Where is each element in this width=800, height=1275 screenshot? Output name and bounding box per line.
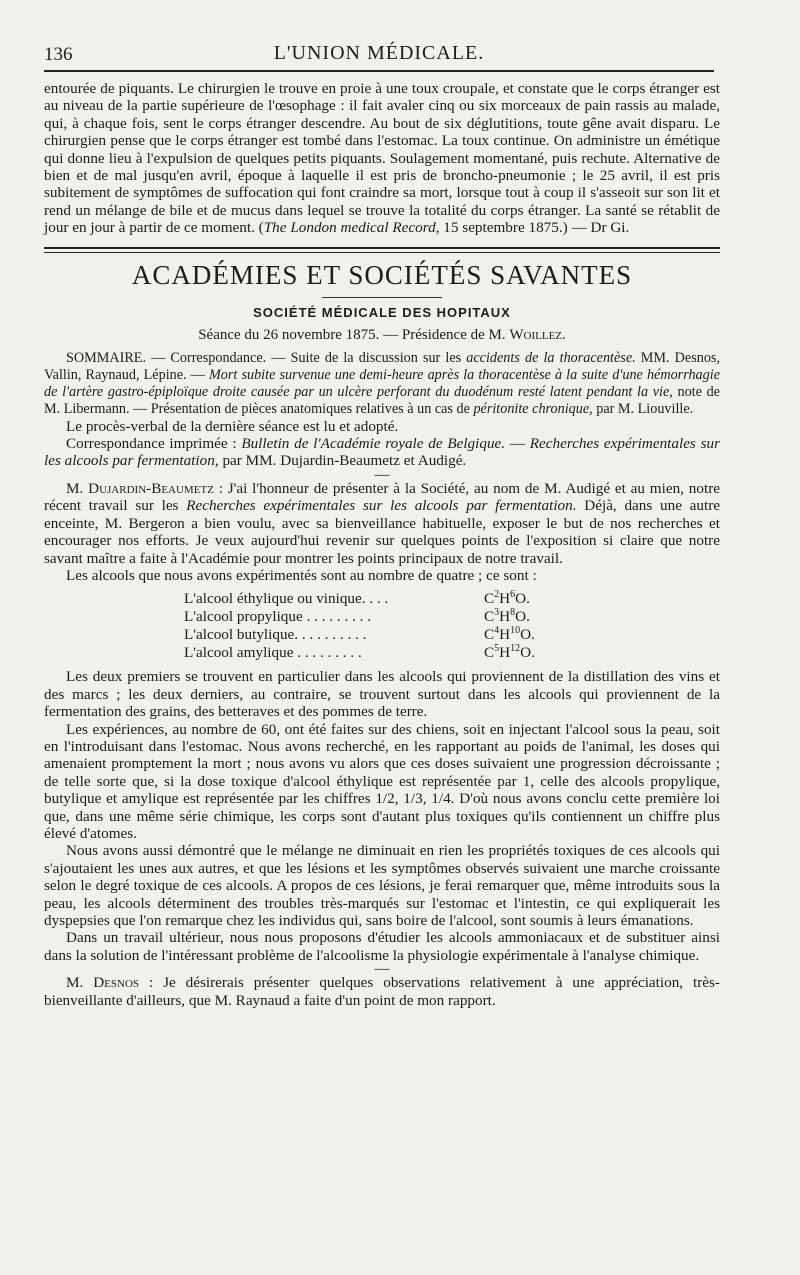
paragraph-deux-premiers: Les deux premiers se trouvent en particulier dans les alcools qui proviennent de la distillation des vins et des marcs ; les deux derniers, au contraire, se trouvent surtout dans les alcools qui proviennent de la fermentation des grains, des betteraves et des pommes de terre. [44, 668, 720, 721]
speech1-italic: Recherches expérimentales sur les alcools par fermentation. [186, 497, 577, 515]
summary [44, 350, 720, 417]
speech2-text: : Je désirerais présenter quelques observations relativement à une appréciation, très-bienveillante d'ailleurs, que M. Raynaud a faite d'un point de mon rapport. [44, 974, 720, 1009]
alcohol-row [184, 608, 720, 626]
correspondance-italic-1: Bulletin de l'Académie royale de Belgique. [241, 435, 506, 453]
paragraph-ulterieur: Dans un travail ultérieur, nous nous proposons d'étudier les alcools ammoniacaux et de substituer ainsi dans la solution de l'intéressant problème de l'alcoolisme la physiologie expérimentale à l'analyse chimique. [44, 929, 720, 964]
intro-source-prefix: ( [254, 219, 264, 237]
speech-desnos [44, 974, 720, 1009]
alcohol-formula: $C^3H^8O$. [484, 607, 530, 626]
alcohol-name: L'alcool propylique . . . . . . . . . [184, 608, 372, 626]
proces-verbal: Le procès-verbal de la dernière séance est lu et adopté. [66, 417, 399, 435]
journal-title: L'UNION MÉDICALE. [273, 42, 485, 64]
summary-italic-1: accidents de la thoracentèse. [466, 350, 636, 367]
correspondance-text-3: par MM. Dujardin-Beaumetz et Audigé. [218, 452, 467, 470]
speech1-text-2: Déjà, dans une autre enceinte, M. Bergeron a bien voulu, avec sa bienveillance habituelle, exposer le but de nos recherches et encourager nos efforts. Je veux aujourd'hui revenir sur quelques points de l'exposition si claire que notre savant maître a faite à l'Académie pour montrer les points principaux de notre travail. [44, 497, 721, 567]
seance-line [44, 327, 720, 344]
page-number: 136 [44, 44, 73, 65]
alcohol-name: L'alcool butylique. . . . . . . . . . [184, 626, 367, 644]
section-divider [44, 247, 720, 253]
separator-dash: — [374, 465, 390, 483]
summary-text-1: — Correspondance. — Suite de la discussion sur les [146, 350, 467, 367]
society-name: SOCIÉTÉ MÉDICALE DES HOPITAUX [253, 304, 511, 320]
alcohol-formula: $C^5H^{12}O$. [484, 643, 535, 662]
intro-source-suffix: , 15 septembre 1875.) — Dr Gi. [435, 219, 630, 237]
intro-text: entourée de piquants. Le chirurgien le trouve en proie à une toux croupale, et constate que le corps étranger est au niveau de la partie supérieure de l'œsophage : il fait avaler cinq ou six morceaux de pain rassis au malade, qui, à chaque fois, sent le corps étranger descendre. Au bout de six déglutitions, toute gêne avait disparu. Le chirurgien pense que le corps étranger est tombé dans l'estomac. La toux continue. On administre un émétique qui donne lieu à l'expulsion de quelques petits piquants. Soulagement momentané, puis rechute. Alternative de bien et de mal jusqu'en avril, époque à laquelle il est pris de broncho-pneumonie ; le 25 avril, il est pris subitement de symptômes de suffocation qui font craindre sa mort, lorsque tout à coup il s'asseoit sur son lit et rend un mélange de bile et de mucus dans lequel se trouve la totalité du corps étranger. La santé se rétablit de jour en jour à partir de ce moment. [44, 80, 720, 237]
alcohol-row [184, 626, 720, 644]
alcohol-name: L'alcool amylique . . . . . . . . . [184, 644, 362, 662]
intro-source-title: The London medical Record [263, 219, 436, 237]
header-rule [44, 70, 714, 72]
summary-text-3: note de M. Libermann. — Présentation de pièces anatomiques relatives à un cas de [44, 384, 720, 417]
summary-italic-3: péritonite chronique, [473, 400, 593, 417]
seance-text: Séance du 26 novembre 1875. — Présidence de M. [198, 327, 510, 344]
speaker-dujardin: M. Dujardin-Beaumetz [66, 479, 214, 497]
alcohol-name: L'alcool éthylique ou vinique. . . . [184, 590, 389, 608]
short-divider [322, 297, 442, 298]
correspondance-text-1: Correspondance imprimée : [66, 435, 242, 453]
correspondance-italic-2: Recherches expérimentales sur les alcools par fermentation, [44, 435, 720, 470]
speech-dujardin [44, 480, 720, 567]
summary-text-2: MM. Desnos, Vallin, Raynaud, Lépine. — [44, 350, 720, 384]
page-header [44, 38, 714, 68]
seance-president: Woillez. [509, 327, 566, 344]
alcohol-formula: $C^2H^6O$. [484, 589, 530, 608]
alcohol-row [184, 644, 720, 662]
alcohol-row [184, 590, 720, 608]
summary-italic-2: Mort subite survenue une demi-heure après la thoracentèse à la suite d'une hémorrhagie de l'artère gastro-épiploïque droite causée par un ulcère perforant du duodénum resté latent pendant la vie, [44, 367, 720, 401]
correspondance-text-2: — [505, 435, 530, 453]
separator-dash: — [374, 960, 390, 978]
correspondance [44, 435, 720, 470]
article-body [44, 80, 720, 1009]
section-title: ACADÉMIES ET SOCIÉTÉS SAVANTES [131, 259, 633, 290]
alcohol-formula: $C^4H^{10}O$. [484, 625, 535, 644]
speaker-desnos: M. Desnos [66, 974, 140, 992]
summary-text-4: par M. Liouville. [592, 400, 694, 417]
alcools-intro: Les alcools que nous avons expérimentés sont au nombre de quatre ; ce sont : [66, 566, 537, 584]
paragraph-melange: Nous avons aussi démontré que le mélange ne diminuait en rien les propriétés toxiques de ces alcools qui s'ajoutaient les unes aux autres, et que les lésions et les symptômes observés suivaient une marche croissante selon le degré toxique de ces alcools. A propos de ces lésions, je ferai remarquer que, même introduits sous la peau, les alcools déterminent des troubles très-marqués sur l'estomac et l'intestin, ce qui expliquerait les dyspepsies que l'on remarque chez les individus qui, sans boire de l'alcool, sont soumis à leurs émanations. [44, 842, 720, 929]
intro-paragraph [44, 80, 720, 237]
speech1-text-1: : J'ai l'honneur de présenter à la Société, au nom de M. Audigé et au mien, notre récent travail sur les [44, 479, 720, 515]
summary-label: SOMMAIRE. [66, 350, 147, 367]
paragraph-experiences: Les expériences, au nombre de 60, ont été faites sur des chiens, soit en injectant l'alcool sous la peau, soit en l'introduisant dans l'estomac. Nous avons recherché, en les rapportant au poids de l'animal, les doses qui amenaient promptement la mort ; nous avons vu alors que ces doses suivaient une progression décroissante ; de telle sorte que, si la dose toxique d'alcool éthylique est représentée par 1, celle des alcools propylique, butylique et amylique est représentée par les chiffres 1/2, 1/3, 1/4. D'où nous avons conclu cette première loi que, dans une même série chimique, les corps sont d'autant plus toxiques qu'ils contiennent un chiffre plus élevé d'atomes. [44, 720, 720, 842]
alcohol-formula-list [184, 590, 720, 662]
